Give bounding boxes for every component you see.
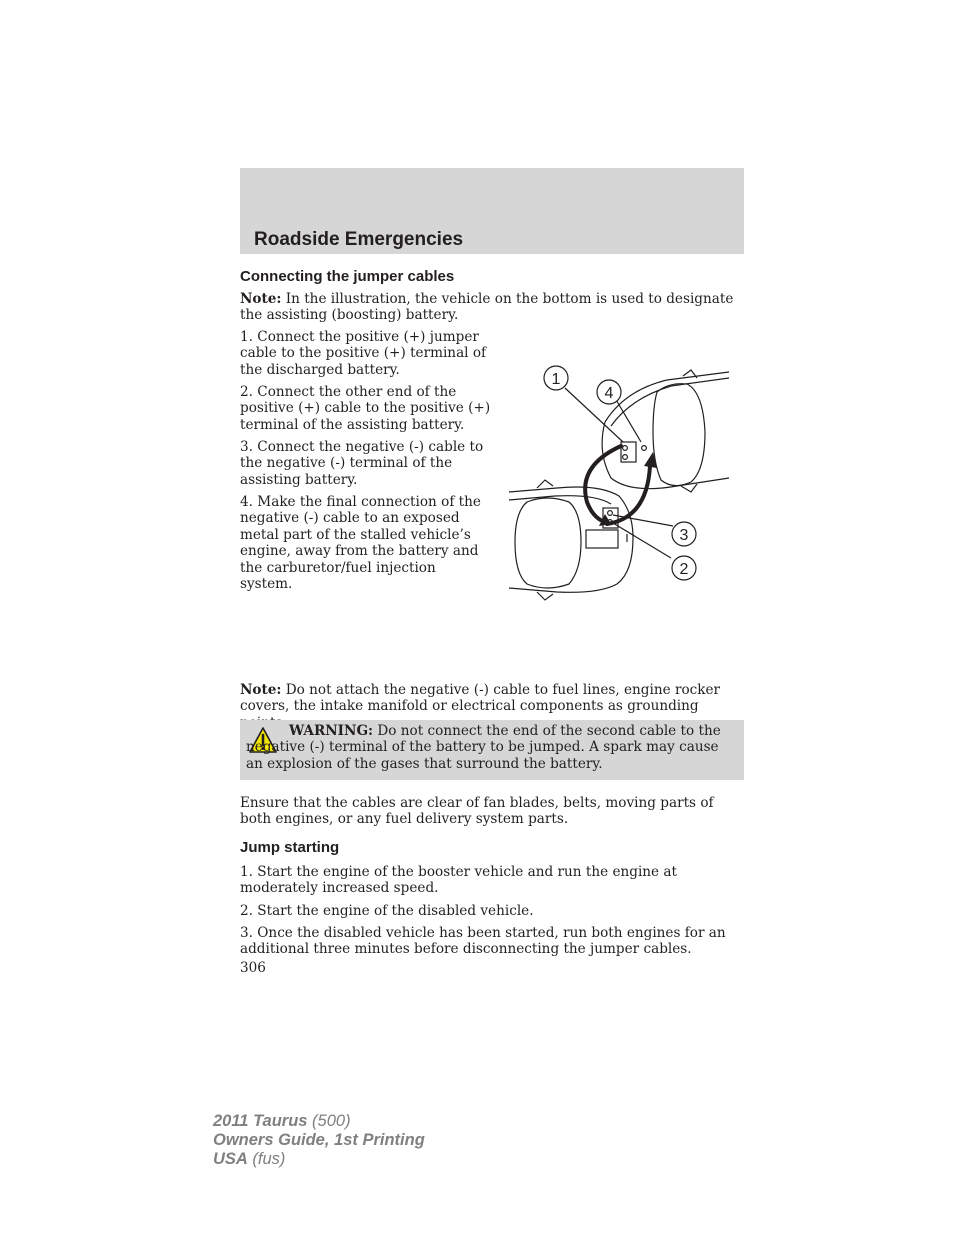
heading-connecting-cables: Connecting the jumper cables <box>240 268 455 285</box>
jump-step-3: 3. Once the disabled vehicle has been started, run both engines for an additional three minutes before disconnecting the jumper cables. <box>240 925 726 958</box>
connect-step-3: 3. Connect the negative (-) cable to the negative (-) terminal of the assisting battery. <box>240 439 484 488</box>
section-header-band <box>240 168 744 254</box>
callout-1-label: 1 <box>551 371 561 388</box>
ensure-paragraph: Ensure that the cables are clear of fan blades, belts, moving parts of both engines, or any fuel delivery system parts. <box>240 795 714 828</box>
note-illustration <box>240 291 746 324</box>
jump-step-2: 2. Start the engine of the disabled vehicle. <box>240 903 534 919</box>
warning-label: WARNING: <box>289 723 374 739</box>
note-label: Note: <box>240 291 282 307</box>
warning-box <box>240 720 744 780</box>
jumper-cable-diagram <box>507 362 735 602</box>
jump-step-1: 1. Start the engine of the booster vehicle and run the engine at moderately increased speed. <box>240 864 677 897</box>
callout-4-label: 4 <box>604 385 614 402</box>
footer-guide-edition: Owners Guide, 1st Printing <box>213 1131 425 1149</box>
callout-3-label: 3 <box>679 527 689 544</box>
section-title: Roadside Emergencies <box>254 229 464 250</box>
warning-text <box>246 723 736 772</box>
note2-text: Do not attach the negative (-) cable to fuel lines, engine rocker covers, the intake manifold or electrical components as grounding <box>240 682 721 715</box>
footer-line-2 <box>213 1131 425 1150</box>
connect-step-2: 2. Connect the other end of the positive (+) cable to the positive (+) terminal of the assisting battery. <box>240 384 491 433</box>
page-number: 306 <box>240 960 266 976</box>
warning-body: Do not connect the end of the second cable to the negative (-) terminal of the battery to be jumped. A spark may cause an explosion of the gases that surround the battery. <box>246 723 721 772</box>
footer-market-code: (fus) <box>247 1150 286 1168</box>
note-text: In the illustration, the vehicle on the bottom is used to designate the assisting (boosting) battery. <box>240 291 734 324</box>
footer-model: 2011 Taurus <box>213 1112 308 1130</box>
callout-2-label: 2 <box>679 561 689 578</box>
connect-step-1: 1. Connect the positive (+) jumper cable to the positive (+) terminal of the discharged battery. <box>240 329 487 378</box>
footer-line-1 <box>213 1112 425 1131</box>
footer-model-code: (500) <box>307 1112 351 1130</box>
connect-step-4: 4. Make the final connection of the negative (-) cable to an exposed metal part of the stalled vehicle’s engine, away from the battery and the carburetor/fuel injection system. <box>240 494 481 593</box>
footer-line-3 <box>213 1150 425 1169</box>
footer-publication-info <box>213 1112 425 1169</box>
note2-label: Note: <box>240 682 282 698</box>
heading-jump-starting: Jump starting <box>240 839 340 856</box>
footer-market: USA <box>213 1150 248 1168</box>
